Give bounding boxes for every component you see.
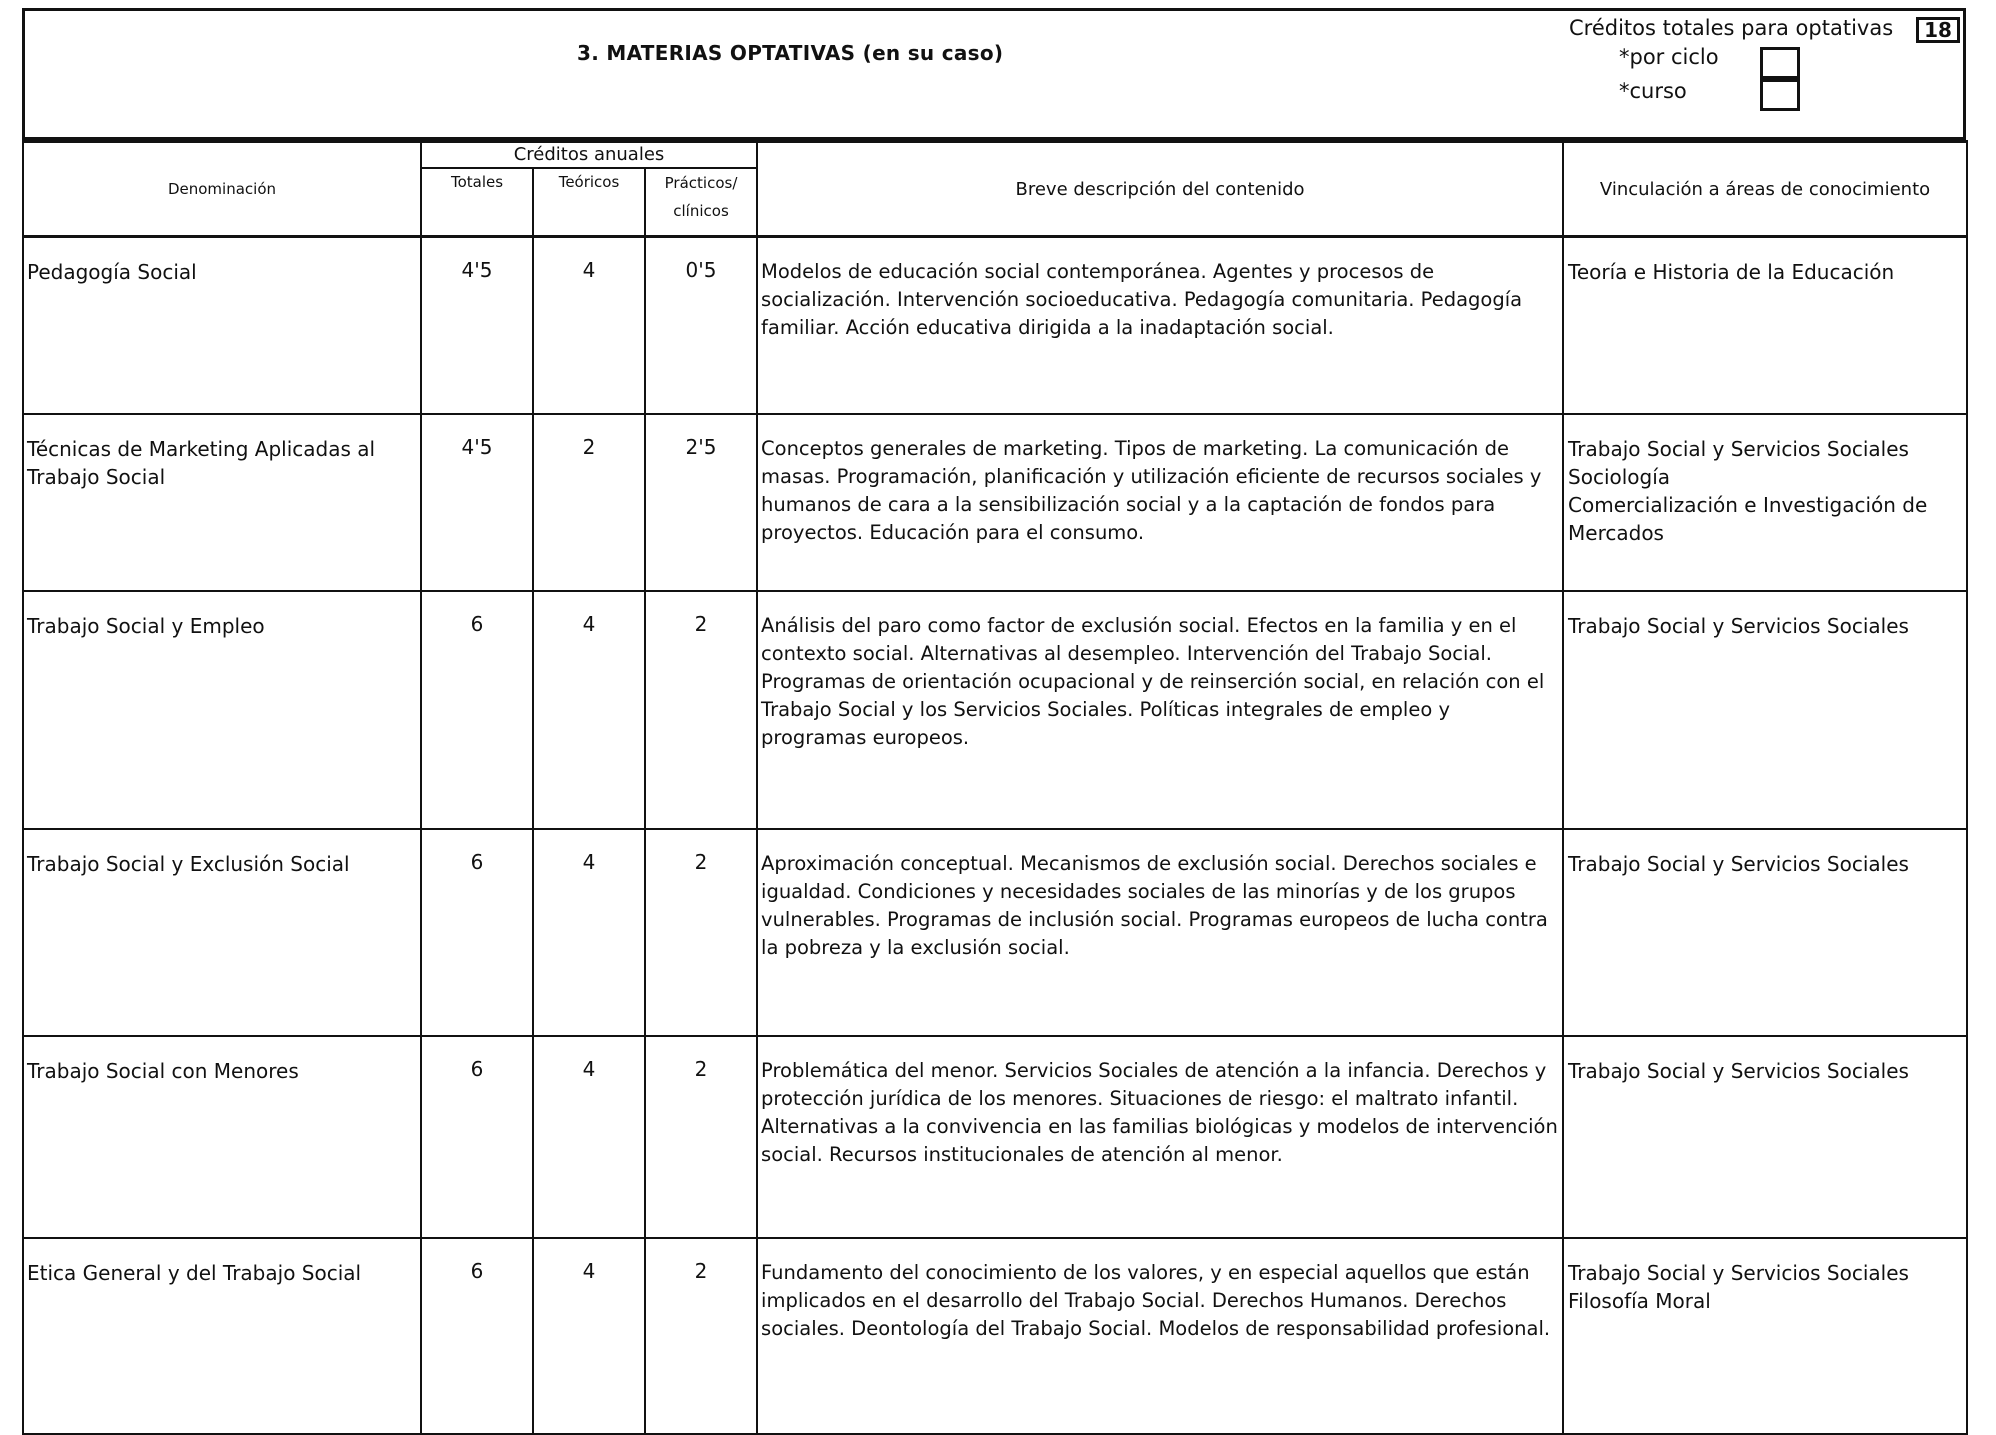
- curso-checkbox[interactable]: [1760, 79, 1800, 111]
- credits-practicos: 2: [645, 829, 757, 1036]
- credits-totales: 6: [421, 591, 533, 829]
- area-item: Trabajo Social y Servicios Sociales: [1568, 436, 1909, 461]
- section-header: [22, 8, 1966, 140]
- subject-description: Conceptos generales de marketing. Tipos de marketing. La comunicación de masas. Programación, planificación y utilización eficiente de recursos sociales y humanos de cara a la sensibilización social y a la captación de fondos para proyectos. Educación para el consumo.: [757, 414, 1563, 591]
- knowledge-areas: [1563, 829, 1967, 1036]
- credits-totales: 6: [421, 1036, 533, 1238]
- subject-name: Trabajo Social y Exclusión Social: [23, 829, 421, 1036]
- section-title: 3. MATERIAS OPTATIVAS (en su caso): [577, 41, 1004, 65]
- area-item: Trabajo Social y Servicios Sociales: [1568, 1058, 1909, 1083]
- subject-description: Análisis del paro como factor de exclusión social. Efectos en la familia y en el contexto social. Alternativas al desempleo. Intervención del Trabajo Social. Programas de orientación ocupacional y de reinserción social, en relación con el Trabajo Social y los Servicios Sociales. Políticas integrales de empleo y programas europeos.: [757, 591, 1563, 829]
- credits-totales: 4'5: [421, 414, 533, 591]
- credits-teoricos: 4: [533, 829, 645, 1036]
- subject-description: Aproximación conceptual. Mecanismos de exclusión social. Derechos sociales e igualdad. Condiciones y necesidades sociales de las minorías y de los grupos vulnerables. Programas de inclusión social. Programas europeos de lucha contra la pobreza y la exclusión social.: [757, 829, 1563, 1036]
- credits-practicos: 0'5: [645, 237, 757, 414]
- knowledge-areas: [1563, 414, 1967, 591]
- curso-label: *curso: [1619, 79, 1687, 103]
- subject-name: Técnicas de Marketing Aplicadas al Trabajo Social: [23, 414, 421, 591]
- col-header-denominacion: Denominación: [23, 142, 421, 237]
- subject-description: Problemática del menor. Servicios Sociales de atención a la infancia. Derechos y protección jurídica de los menores. Situaciones de riesgo: el maltrato infantil. Alternativas a la convivencia en las familias biológicas y modelos de intervención social. Recursos institucionales de atención al menor.: [757, 1036, 1563, 1238]
- knowledge-areas: [1563, 1238, 1967, 1434]
- knowledge-areas: [1563, 591, 1967, 829]
- area-item: Trabajo Social y Servicios Sociales: [1568, 851, 1909, 876]
- table-row: [23, 1238, 1967, 1434]
- col-header-descripcion: Breve descripción del contenido: [757, 142, 1563, 237]
- credits-practicos: 2: [645, 1036, 757, 1238]
- credits-teoricos: 4: [533, 1238, 645, 1434]
- subject-name: Pedagogía Social: [23, 237, 421, 414]
- optional-subjects-table: [22, 140, 1968, 1435]
- area-item: Trabajo Social y Servicios Sociales: [1568, 1260, 1909, 1285]
- credits-teoricos: 4: [533, 237, 645, 414]
- credits-teoricos: 2: [533, 414, 645, 591]
- por-ciclo-label: *por ciclo: [1619, 45, 1719, 69]
- knowledge-areas: [1563, 237, 1967, 414]
- subject-name: Trabajo Social y Empleo: [23, 591, 421, 829]
- area-item: Sociología: [1568, 464, 1671, 489]
- credits-practicos: 2: [645, 1238, 757, 1434]
- credits-totales: 6: [421, 1238, 533, 1434]
- col-header-creditos-anuales: Créditos anuales: [421, 142, 757, 168]
- area-item: Teoría e Historia de la Educación: [1568, 260, 1895, 284]
- area-item: Comercialización e Investigación de Mercados: [1568, 492, 1928, 545]
- total-credits-label: Créditos totales para optativas: [1569, 16, 1894, 40]
- table-row: [23, 829, 1967, 1036]
- table-row: [23, 591, 1967, 829]
- col-header-practicos: Prácticos/ clínicos: [645, 168, 757, 237]
- subject-description: Fundamento del conocimiento de los valores, y en especial aquellos que están implicados en el desarrollo del Trabajo Social. Derechos Humanos. Derechos sociales. Deontología del Trabajo Social. Modelos de responsabilidad profesional.: [757, 1238, 1563, 1434]
- table-row: [23, 237, 1967, 414]
- col-header-totales: Totales: [421, 168, 533, 237]
- credits-totales: 6: [421, 829, 533, 1036]
- knowledge-areas: [1563, 1036, 1967, 1238]
- table-row: [23, 1036, 1967, 1238]
- credits-totales: 4'5: [421, 237, 533, 414]
- subject-name: Etica General y del Trabajo Social: [23, 1238, 421, 1434]
- area-item: Filosofía Moral: [1568, 1288, 1711, 1313]
- area-item: Trabajo Social y Servicios Sociales: [1568, 613, 1909, 638]
- subject-name: Trabajo Social con Menores: [23, 1036, 421, 1238]
- col-header-teoricos: Teóricos: [533, 168, 645, 237]
- credits-teoricos: 4: [533, 1036, 645, 1238]
- credits-teoricos: 4: [533, 591, 645, 829]
- table-row: [23, 414, 1967, 591]
- total-credits-value: 18: [1916, 17, 1960, 43]
- por-ciclo-checkbox[interactable]: [1760, 47, 1800, 79]
- credits-practicos: 2'5: [645, 414, 757, 591]
- credits-practicos: 2: [645, 591, 757, 829]
- subject-description: Modelos de educación social contemporánea. Agentes y procesos de socialización. Intervención socioeducativa. Pedagogía comunitaria. Pedagogía familiar. Acción educativa dirigida a la inadaptación social.: [757, 237, 1563, 414]
- document-page: [22, 8, 1969, 1425]
- col-header-vinculacion: Vinculación a áreas de conocimiento: [1563, 142, 1967, 237]
